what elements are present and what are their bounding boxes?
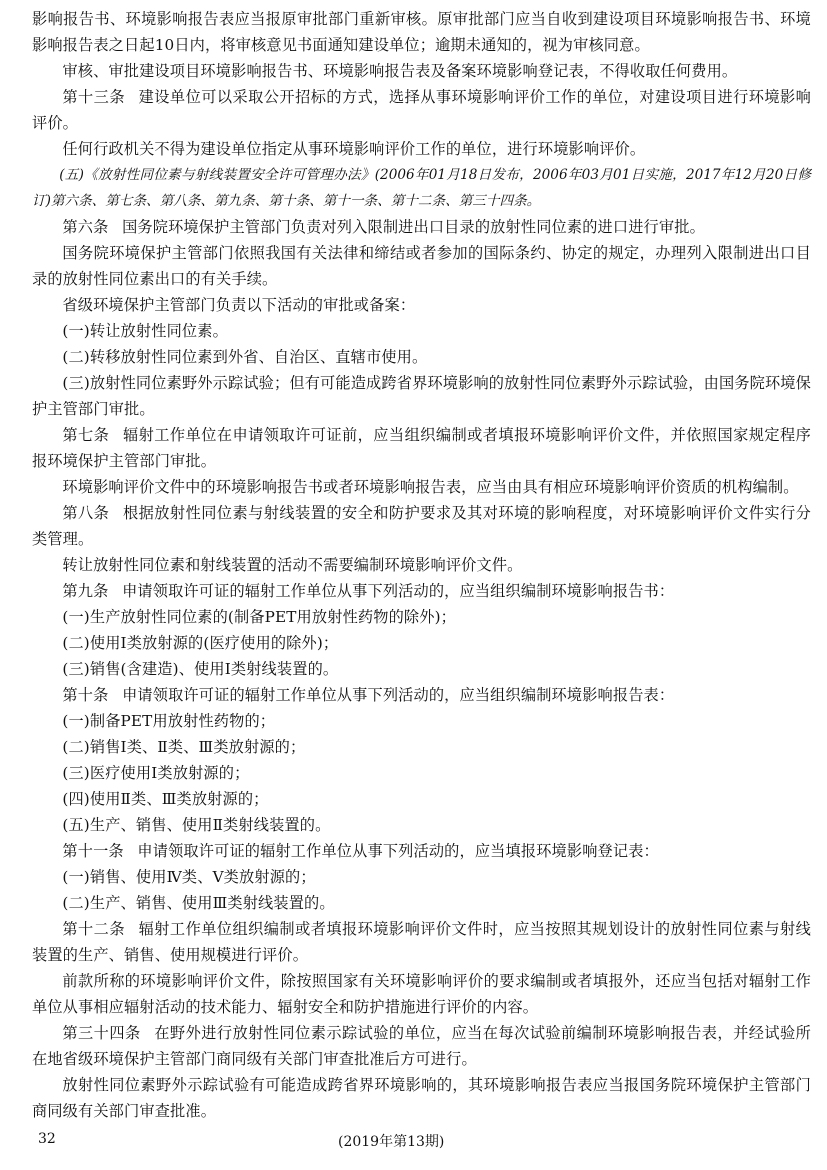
article-paragraph bbox=[32, 578, 811, 604]
paragraph-text: (四)使用Ⅱ类、Ⅲ类放射源的； bbox=[62, 790, 269, 808]
text-paragraph bbox=[32, 370, 811, 422]
paragraph-text: (三)医疗使用Ⅰ类放射源的； bbox=[62, 764, 250, 782]
text-paragraph bbox=[32, 240, 811, 292]
text-paragraph bbox=[32, 1072, 811, 1124]
text-paragraph bbox=[32, 474, 811, 500]
paragraph-text: 申请领取许可证的辐射工作单位从事下列活动的，应当组织编制环境影响报告书： bbox=[122, 582, 675, 600]
article-paragraph bbox=[32, 214, 811, 240]
article-paragraph bbox=[32, 838, 811, 864]
paragraph-text: 辐射工作单位在申请领取许可证前，应当组织编制或者填报环境影响评价文件，并依照国家规定程序报环境保护主管部门审批。 bbox=[32, 426, 811, 470]
article-number: 第十二条 bbox=[62, 920, 125, 938]
article-paragraph bbox=[32, 422, 811, 474]
article-paragraph bbox=[32, 1020, 811, 1072]
paragraph-text: (五)《放射性同位素与射线装置安全许可管理办法》(2006年01月18日发布，2006年03月01日实施，2017年12月20日修订)第六条、第七条、第八条、第九条、第十条、第十一条、第十二条、第三十四条。 bbox=[32, 167, 811, 209]
paragraph-text: 国务院环境保护主管部门依照我国有关法律和缔结或者参加的国际条约、协定的规定，办理列入限制进出口目录的放射性同位素出口的有关手续。 bbox=[32, 244, 811, 288]
article-paragraph bbox=[32, 500, 811, 552]
paragraph-text: (三)放射性同位素野外示踪试验；但有可能造成跨省界环境影响的放射性同位素野外示踪试验，由国务院环境保护主管部门审批。 bbox=[32, 374, 811, 418]
text-paragraph bbox=[32, 864, 811, 890]
paragraph-text: (二)转移放射性同位素到外省、自治区、直辖市使用。 bbox=[62, 348, 428, 366]
paragraph-text: 省级环境保护主管部门负责以下活动的审批或备案： bbox=[62, 296, 416, 314]
article-number: 第十一条 bbox=[62, 842, 124, 860]
article-paragraph bbox=[32, 84, 811, 136]
page-number: 32 bbox=[38, 1131, 56, 1147]
paragraph-text: 审核、审批建设项目环境影响报告书、环境影响报告表及备案环境影响登记表，不得收取任何费用。 bbox=[62, 62, 738, 80]
text-paragraph bbox=[32, 656, 811, 682]
article-number: 第七条 bbox=[62, 426, 110, 444]
text-paragraph bbox=[32, 786, 811, 812]
paragraph-text: (二)销售Ⅰ类、Ⅱ类、Ⅲ类放射源的； bbox=[62, 738, 306, 756]
paragraph-text: 国务院环境保护主管部门负责对列入限制进出口目录的放射性同位素的进口进行审批。 bbox=[122, 218, 705, 236]
paragraph-text: 环境影响评价文件中的环境影响报告书或者环境影响报告表，应当由具有相应环境影响评价资质的机构编制。 bbox=[62, 478, 799, 496]
article-paragraph bbox=[32, 682, 811, 708]
article-number: 第六条 bbox=[62, 218, 109, 236]
paragraph-text: 建设单位可以采取公开招标的方式，选择从事环境影响评价工作的单位，对建设项目进行环境影响评价。 bbox=[32, 88, 811, 132]
article-number: 第十三条 bbox=[62, 88, 125, 106]
text-paragraph bbox=[32, 604, 811, 630]
document-body bbox=[32, 6, 811, 1124]
text-paragraph bbox=[32, 58, 811, 84]
article-number: 第八条 bbox=[62, 504, 110, 522]
text-paragraph bbox=[32, 318, 811, 344]
text-paragraph bbox=[32, 552, 811, 578]
text-paragraph bbox=[32, 6, 811, 58]
paragraph-text: 转让放射性同位素和射线装置的活动不需要编制环境影响评价文件。 bbox=[62, 556, 523, 574]
paragraph-text: 辐射工作单位组织编制或者填报环境影响评价文件时，应当按照其规划设计的放射性同位素与射线装置的生产、销售、使用规模进行评价。 bbox=[32, 920, 811, 964]
article-number: 第十条 bbox=[62, 686, 109, 704]
paragraph-text: 影响报告书、环境影响报告表应当报原审批部门重新审核。原审批部门应当自收到建设项目环境影响报告书、环境影响报告表之日起10日内，将审核意见书面通知建设单位；逾期未通知的，视为审核同意。 bbox=[32, 10, 811, 54]
paragraph-text: (五)生产、销售、使用Ⅱ类射线装置的。 bbox=[62, 816, 331, 834]
paragraph-text: (一)生产放射性同位素的(制备PET用放射性药物的除外)； bbox=[62, 608, 457, 626]
text-paragraph bbox=[32, 968, 811, 1020]
paragraph-text: (二)使用Ⅰ类放射源的(医疗使用的除外)； bbox=[62, 634, 339, 652]
paragraph-text: 前款所称的环境影响评价文件，除按照国家有关环境影响评价的要求编制或者填报外，还应当包括对辐射工作单位从事相应辐射活动的技术能力、辐射安全和防护措施进行评价的内容。 bbox=[32, 972, 811, 1016]
paragraph-text: (二)生产、销售、使用Ⅲ类射线装置的。 bbox=[62, 894, 335, 912]
article-number: 第三十四条 bbox=[62, 1024, 141, 1042]
paragraph-text: 放射性同位素野外示踪试验有可能造成跨省界环境影响的，其环境影响报告表应当报国务院环境保护主管部门商同级有关部门审查批准。 bbox=[32, 1076, 811, 1120]
text-paragraph bbox=[32, 344, 811, 370]
paragraph-text: 任何行政机关不得为建设单位指定从事环境影响评价工作的单位，进行环境影响评价。 bbox=[62, 140, 646, 158]
paragraph-text: (一)销售、使用Ⅳ类、Ⅴ类放射源的； bbox=[62, 868, 316, 886]
paragraph-text: (三)销售(含建造)、使用Ⅰ类射线装置的。 bbox=[62, 660, 339, 678]
text-paragraph bbox=[32, 292, 811, 318]
paragraph-text: 在野外进行放射性同位素示踪试验的单位，应当在每次试验前编制环境影响报告表，并经试验所在地省级环境保护主管部门商同级有关部门审查批准后方可进行。 bbox=[32, 1024, 811, 1068]
paragraph-text: 申请领取许可证的辐射工作单位从事下列活动的，应当填报环境影响登记表： bbox=[137, 842, 659, 860]
text-paragraph bbox=[32, 890, 811, 916]
text-paragraph bbox=[32, 760, 811, 786]
issue-label: (2019年第13期) bbox=[338, 1134, 445, 1150]
text-paragraph bbox=[32, 630, 811, 656]
paragraph-text: 根据放射性同位素与射线装置的安全和防护要求及其对环境的影响程度，对环境影响评价文件实行分类管理。 bbox=[32, 504, 811, 548]
text-paragraph bbox=[32, 136, 811, 162]
article-number: 第九条 bbox=[62, 582, 109, 600]
text-paragraph bbox=[32, 708, 811, 734]
text-paragraph bbox=[32, 162, 811, 214]
text-paragraph bbox=[32, 812, 811, 838]
paragraph-text: (一)制备PET用放射性药物的； bbox=[62, 712, 276, 730]
article-paragraph bbox=[32, 916, 811, 968]
text-paragraph bbox=[32, 734, 811, 760]
page-footer bbox=[0, 1131, 827, 1155]
paragraph-text: (一)转让放射性同位素。 bbox=[62, 322, 228, 340]
paragraph-text: 申请领取许可证的辐射工作单位从事下列活动的，应当组织编制环境影响报告表： bbox=[122, 686, 675, 704]
